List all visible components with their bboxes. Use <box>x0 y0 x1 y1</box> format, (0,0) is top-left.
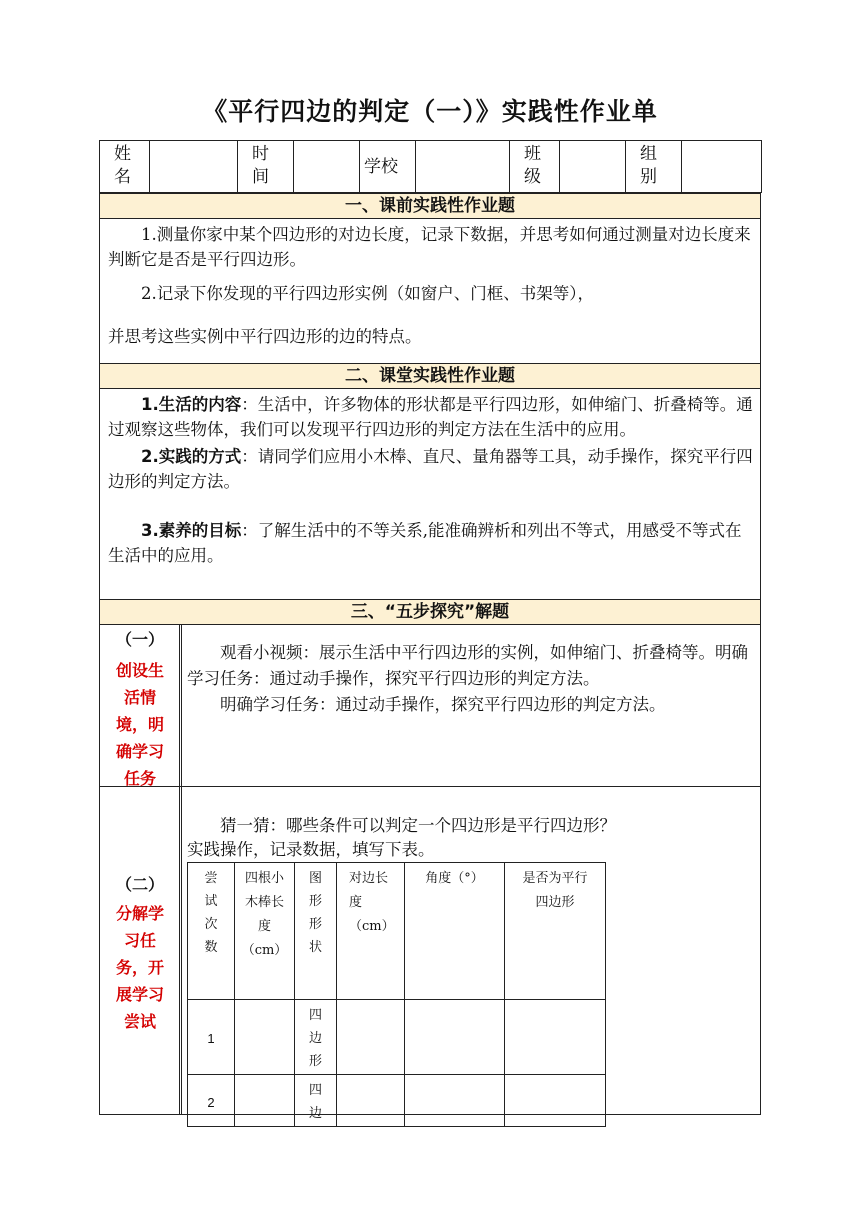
student-info-table <box>99 140 762 193</box>
step2-content <box>187 814 753 862</box>
group-label: 组别 <box>626 141 682 193</box>
step1-content <box>187 640 753 718</box>
section1-item2a: 2.记录下你发现的平行四边形实例（如窗户、门框、书架等）， <box>141 284 594 303</box>
section3-heading: 三、“五步探究”解题 <box>99 599 761 625</box>
table-row <box>188 1000 606 1075</box>
step1-label <box>104 627 176 792</box>
table-row <box>188 1075 606 1127</box>
class-label: 班级 <box>510 141 560 193</box>
row1-angle[interactable] <box>405 1000 505 1075</box>
header-attempt: 尝试次数 <box>188 863 235 1000</box>
page-title: 《平行四边的判定（一）》实践性作业单 <box>202 97 658 126</box>
name-field[interactable] <box>150 141 238 193</box>
row2-opposite-sides[interactable] <box>337 1075 405 1127</box>
section3-column-divider-2 <box>181 625 182 1115</box>
header-opposite-sides: 对边长度（cm） <box>337 863 405 1000</box>
section3-column-divider <box>179 625 180 1115</box>
row2-shape: 四边 <box>295 1075 337 1127</box>
step2-p2: 实践操作，记录数据，填写下表。 <box>187 840 435 859</box>
section2-p3: 3.素养的目标：了解生活中的不等关系,能准确辨析和列出不等式，用感受不等式在生活中的应用。 <box>108 521 742 565</box>
time-field[interactable] <box>294 141 360 193</box>
name-label: 姓名 <box>100 141 150 193</box>
step1-p2: 明确学习任务：通过动手操作，探究平行四边形的判定方法。 <box>220 695 666 714</box>
step-divider <box>99 786 761 787</box>
row2-stick-lengths[interactable] <box>235 1075 295 1127</box>
step2-p1: 猜一猜：哪些条件可以判定一个四边形是平行四边形？ <box>220 816 616 835</box>
row1-opposite-sides[interactable] <box>337 1000 405 1075</box>
row2-angle[interactable] <box>405 1075 505 1127</box>
step2-label <box>104 872 176 1035</box>
section1-item1: 1.测量你家中某个四边形的对边长度，记录下数据，并思考如何通过测量对边长度来判断它是否是平行四边形。 <box>108 225 751 269</box>
row1-shape: 四边形 <box>295 1000 337 1075</box>
section2-heading: 二、课堂实践性作业题 <box>99 363 761 389</box>
header-is-parallelogram: 是否为平行四边形 <box>505 863 606 1000</box>
time-label: 时间 <box>238 141 294 193</box>
step2-number: （二） <box>115 875 164 894</box>
step1-p1: 观看小视频：展示生活中平行四边形的实例，如伸缩门、折叠椅等。明确学习任务：通过动手操作，探究平行四边形的判定方法。 <box>187 643 748 688</box>
section1-item2b: 并思考这些实例中平行四边形的边的特点。 <box>108 327 422 346</box>
section2-p1: 1.生活的内容：生活中，许多物体的形状都是平行四边形，如伸缩门、折叠椅等。通过观察这些物体，我们可以发现平行四边形的判定方法在生活中的应用。 <box>108 395 753 439</box>
section2-content <box>108 392 754 568</box>
section1-heading: 一、课前实践性作业题 <box>99 193 761 219</box>
step2-title: 分解学习任务，开展学习尝试 <box>115 904 164 1031</box>
step1-title: 创设生活情境，明确学习任务 <box>115 661 164 788</box>
trial-record-table <box>187 862 606 1127</box>
row1-stick-lengths[interactable] <box>235 1000 295 1075</box>
school-field[interactable] <box>416 141 510 193</box>
group-field[interactable] <box>682 141 762 193</box>
section1-content <box>108 222 754 349</box>
row2-is-parallelogram[interactable] <box>505 1075 606 1127</box>
step1-number: （一） <box>115 630 164 649</box>
class-field[interactable] <box>560 141 626 193</box>
row1-attempt: 1 <box>188 1000 235 1075</box>
school-label: 学校 <box>360 141 416 193</box>
header-angle: 角度（°） <box>405 863 505 1000</box>
row1-is-parallelogram[interactable] <box>505 1000 606 1075</box>
section2-p2: 2.实践的方式：请同学们应用小木棒、直尺、量角器等工具，动手操作，探究平行四边形的判定方法。 <box>108 447 753 491</box>
header-shape: 图形形状 <box>295 863 337 1000</box>
header-stick-lengths: 四根小木棒长度（cm） <box>235 863 295 1000</box>
row2-attempt: 2 <box>188 1075 235 1127</box>
